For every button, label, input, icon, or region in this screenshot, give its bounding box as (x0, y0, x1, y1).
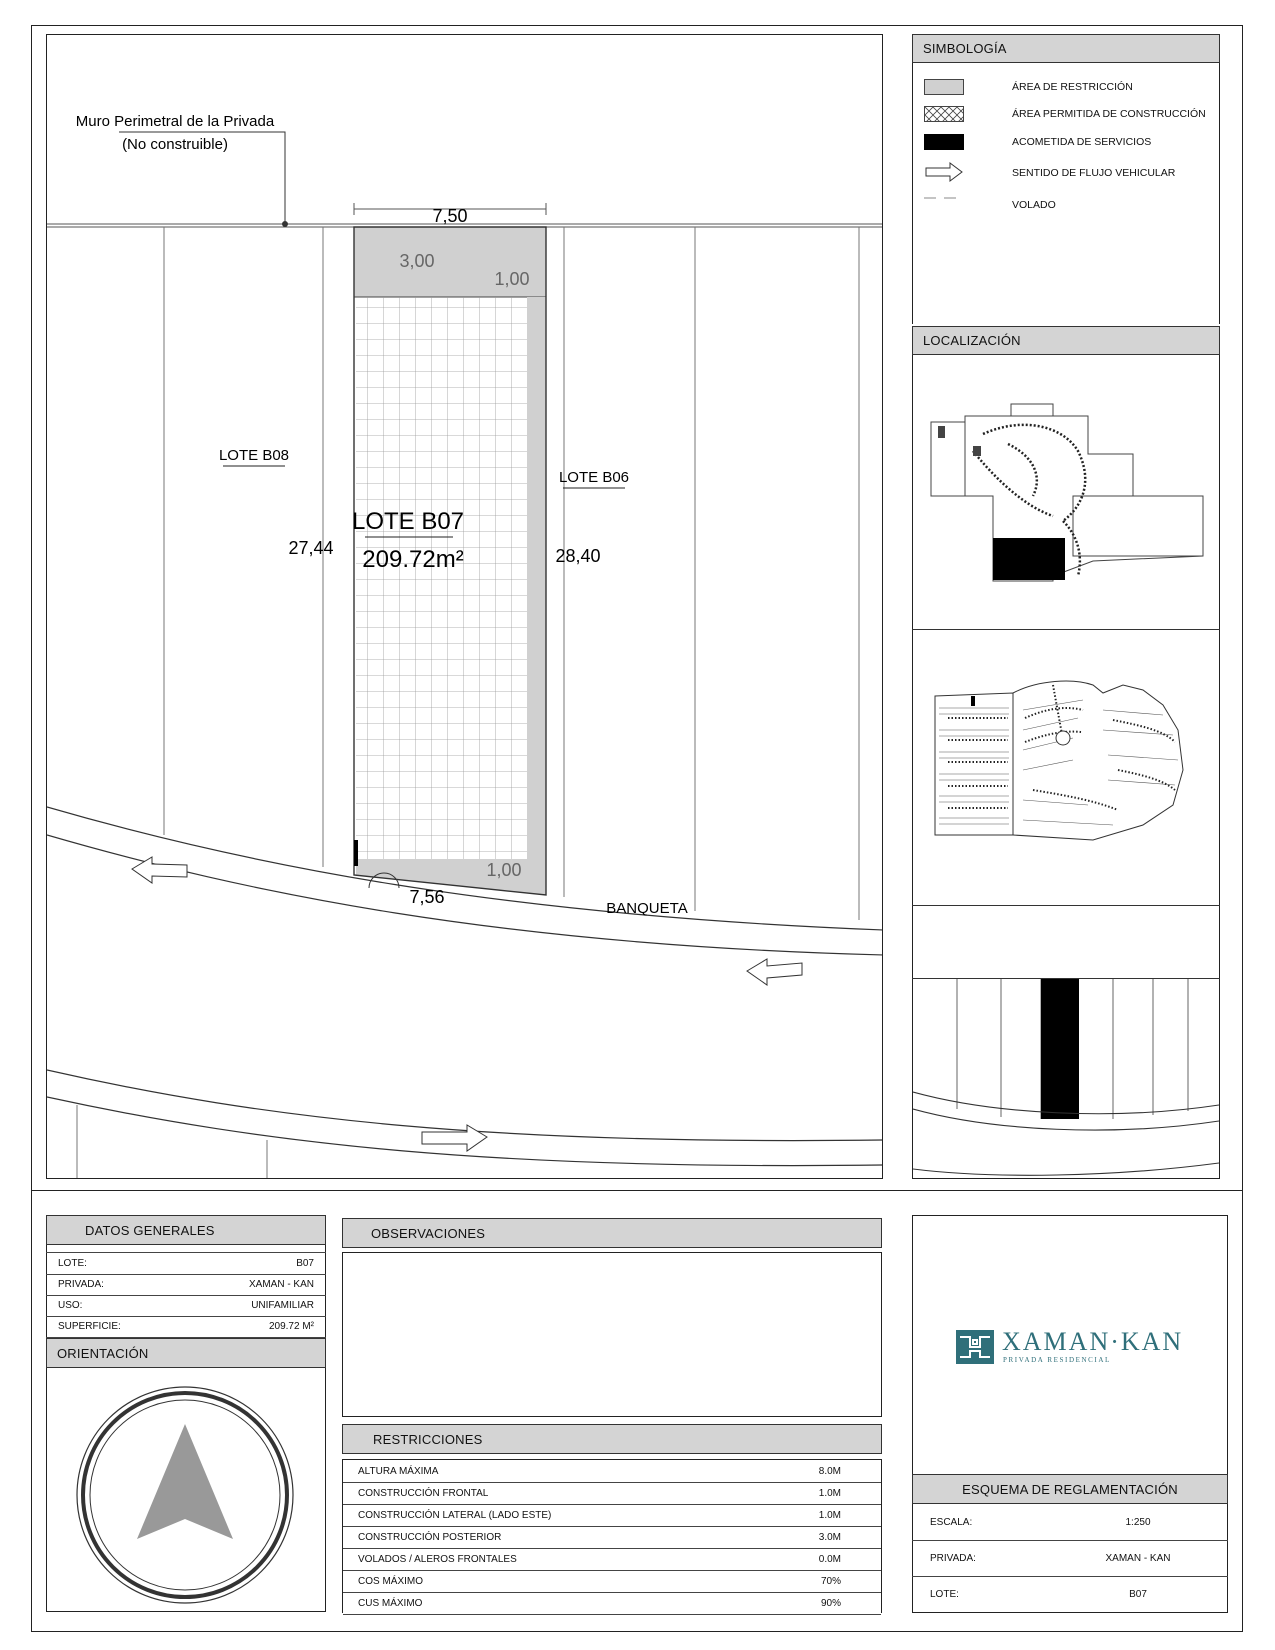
legend-title: SIMBOLOGÍA (912, 34, 1220, 63)
dim-side-setback-top: 1,00 (494, 269, 530, 289)
restriction-row (343, 1570, 881, 1593)
legend-label-services: ACOMETIDA DE SERVICIOS (1012, 136, 1152, 148)
restrictions-table (342, 1459, 882, 1613)
restriction-value: 70% (820, 1575, 841, 1587)
general-table (46, 1252, 326, 1338)
sheet-divider (31, 1190, 1243, 1191)
restriction-row (343, 1460, 881, 1483)
site-plan (47, 35, 883, 1179)
scheme-label: PRIVADA: (930, 1552, 976, 1564)
general-row-uso (46, 1295, 326, 1317)
lot-area-label: 209.72m² (362, 546, 464, 573)
arrow-icon (924, 161, 964, 183)
general-value: UNIFAMILIAR (251, 1300, 314, 1311)
general-row-privada (46, 1274, 326, 1296)
legend-label-restriction: ÁREA DE RESTRICCIÓN (1012, 81, 1133, 93)
north-arrow-icon (70, 1384, 300, 1606)
location-divider-2 (912, 905, 1220, 906)
lower-lot-lines (77, 1105, 267, 1179)
dim-bottom: 7,56 (409, 887, 445, 907)
location-map-subdivision (913, 630, 1219, 905)
legend-label-construction: ÁREA PERMITIDA DE CONSTRUCCIÓN (1012, 108, 1206, 120)
lot-left-label: LOTE B08 (218, 447, 290, 464)
restriction-row (343, 1592, 881, 1615)
general-value: B07 (296, 1258, 314, 1269)
scheme-label: LOTE: (930, 1588, 959, 1600)
restriction-value: 90% (820, 1597, 841, 1609)
dim-right: 28,40 (555, 546, 601, 566)
restriction-label: CONSTRUCCIÓN POSTERIOR (358, 1531, 502, 1543)
lot-main-label: LOTE B07 (351, 508, 465, 535)
wall-label-line2: (No construible) (122, 136, 228, 153)
restriction-value: 1.0M (818, 1487, 841, 1499)
general-label: PRIVADA: (58, 1279, 104, 1290)
scheme-value: XAMAN - KAN (1105, 1552, 1171, 1564)
location-title: LOCALIZACIÓN (912, 326, 1220, 355)
scheme-row-lote (912, 1576, 1228, 1612)
observations-title: OBSERVACIONES (342, 1218, 882, 1248)
restriction-label: COS MÁXIMO (358, 1575, 424, 1587)
restriction-row (343, 1482, 881, 1505)
general-label: USO: (58, 1300, 83, 1311)
restriction-value: 0.0M (818, 1553, 841, 1565)
orientation-title: ORIENTACIÓN (46, 1338, 326, 1368)
general-row-lote (46, 1253, 326, 1275)
location-map-detail (913, 979, 1219, 1179)
brand-emblem-icon (955, 1329, 995, 1365)
general-value: XAMAN - KAN (248, 1279, 314, 1290)
restriction-row (343, 1526, 881, 1549)
legend-label-overhang: VOLADO (1012, 199, 1056, 211)
plan-frame (46, 34, 883, 1179)
dim-front-top: 7,50 (432, 206, 468, 226)
restriction-label: VOLADOS / ALEROS FRONTALES (358, 1553, 517, 1565)
legend-label-flow: SENTIDO DE FLUJO VEHICULAR (1012, 167, 1176, 179)
sidewalk-label: BANQUETA (606, 900, 688, 917)
black-swatch (924, 134, 964, 150)
restriction-label: CONSTRUCCIÓN LATERAL (LADO ESTE) (358, 1509, 552, 1521)
general-label: SUPERFICIE: (58, 1321, 121, 1332)
scheme-row-escala (912, 1504, 1228, 1541)
brand-tagline: PRIVADA RESIDENCIAL (1003, 1356, 1111, 1364)
legend-list (924, 78, 1214, 211)
general-row-superficie (46, 1316, 326, 1338)
location-map-overview (913, 356, 1219, 628)
flow-arrows (132, 857, 802, 1151)
restriction-row (343, 1548, 881, 1571)
scheme-label: ESCALA: (930, 1516, 973, 1528)
wall-label-line1: Muro Perimetral de la Privada (75, 113, 275, 130)
dim-left: 27,44 (288, 538, 334, 558)
observations-box (342, 1252, 882, 1417)
dashed-line-icon (924, 193, 964, 203)
scheme-table (912, 1504, 1228, 1612)
restriction-label: CUS MÁXIMO (358, 1597, 423, 1609)
general-title: DATOS GENERALES (46, 1215, 326, 1245)
restriction-value: 3.0M (818, 1531, 841, 1543)
general-value: 209.72 M² (268, 1321, 314, 1332)
restriction-row (343, 1504, 881, 1527)
scheme-value: 1:250 (1125, 1516, 1151, 1528)
restriction-label: ALTURA MÁXIMA (358, 1465, 439, 1477)
general-label: LOTE: (58, 1258, 87, 1269)
restriction-swatch (924, 79, 964, 95)
restrictions-title: RESTRICCIONES (342, 1424, 882, 1454)
scheme-value: B07 (1129, 1588, 1147, 1600)
lot-right-label: LOTE B06 (558, 469, 630, 486)
brand-name: XAMAN·KAN (1002, 1327, 1184, 1356)
brand-logo (955, 1327, 1195, 1367)
dim-side-setback-bottom: 1,00 (486, 860, 522, 880)
crosshatch-swatch (924, 106, 964, 122)
dim-rear-setback: 3,00 (399, 251, 435, 271)
scheme-row-privada (912, 1540, 1228, 1577)
service-connection (354, 840, 358, 866)
scheme-title: ESQUEMA DE REGLAMENTACIÓN (912, 1474, 1228, 1504)
restriction-label: CONSTRUCCIÓN FRONTAL (358, 1487, 489, 1499)
restriction-value: 8.0M (818, 1465, 841, 1477)
restriction-value: 1.0M (818, 1509, 841, 1521)
